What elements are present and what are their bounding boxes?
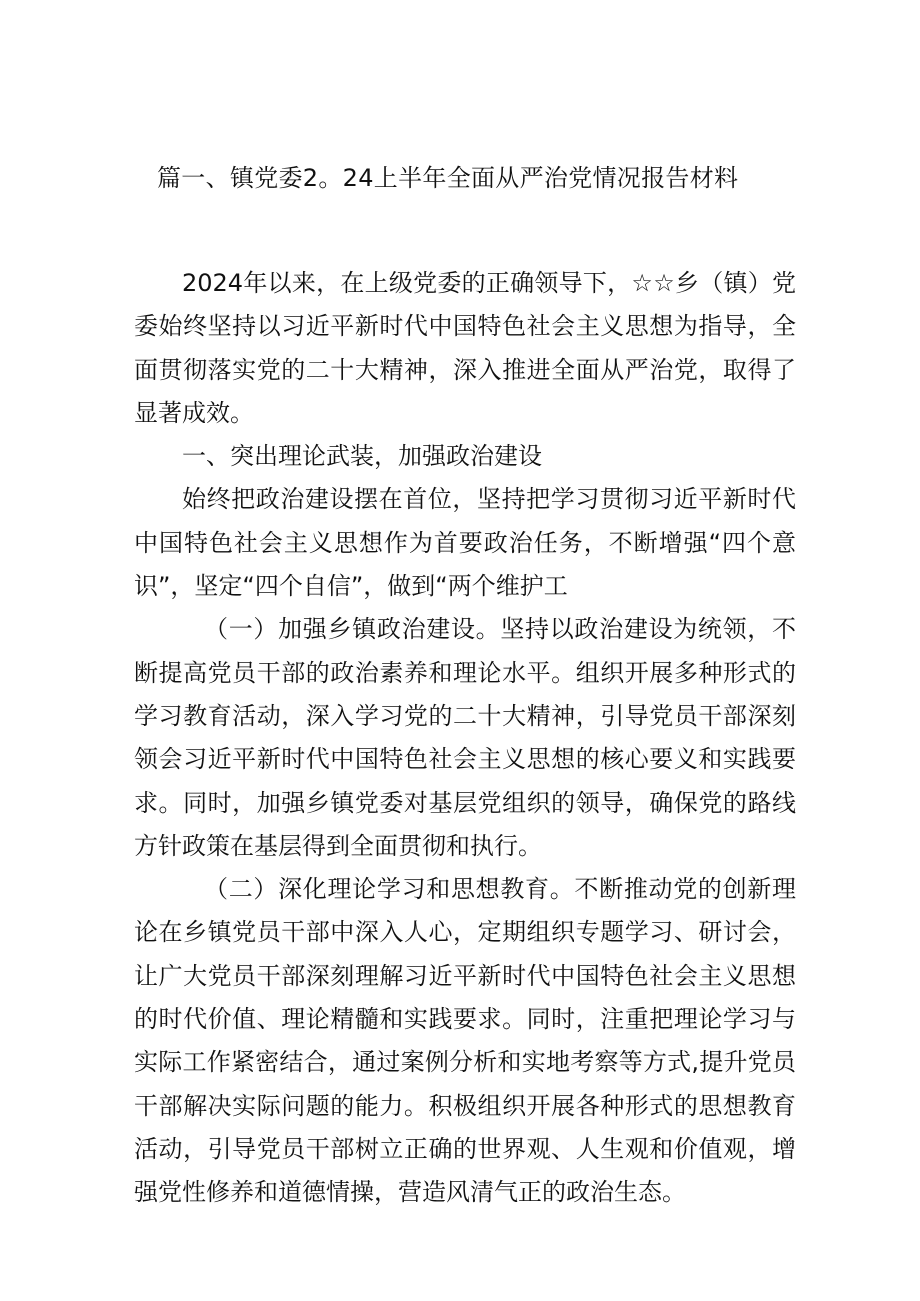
paragraph-subsection-1: （一）加强乡镇政治建设。坚持以政治建设为统领，不断提高党员干部的政治素养和理论水平。组织开展多种形式的学习教育活动，深入学习党的二十大精神，引导党员干部深刻领会习近平新时代中国特色社会主义思想的核心要义和实践要求。同时，加强乡镇党委对基层党组织的领导，确保党的路线方针政策在基层得到全面贯彻和执行。 — [134, 615, 796, 860]
section-heading-1: 一、突出理论武装，加强政治建设 — [182, 442, 542, 471]
paragraph-intro: 2024年以来，在上级党委的正确领导下，☆☆乡（镇）党委始终坚持以习近平新时代中国特色社会主义思想为指导，全面贯彻落实党的二十大精神，深入推进全面从严治党，取得了显著成效。 — [134, 269, 796, 427]
paragraph-subsection-2: （二）深化理论学习和思想教育。不断推动党的创新理论在乡镇党员干部中深入人心，定期组织专题学习、研讨会，让广大党员干部深刻理解习近平新时代中国特色社会主义思想的时代价值、理论精髓和实践要求。同时，注重把理论学习与实际工作紧密结合，通过案例分析和实地考察等方式,提升党员干部解决实际问题的能力。积极组织开展各种形式的思想教育活动，引导党员干部树立正确的世界观、人生观和价值观，增强党性修养和道德情操，营造风清气正的政治生态。 — [134, 875, 796, 1207]
paragraph-section-1: 始终把政治建设摆在首位，坚持把学习贯彻习近平新时代中国特色社会主义思想作为首要政治任务，不断增强“四个意识”，坚定“四个自信”，做到“两个维护工 — [134, 485, 796, 601]
document-title: 篇一、镇党委2。24上半年全面从严治党情况报告材料 — [157, 164, 739, 192]
document-body — [134, 262, 796, 1215]
